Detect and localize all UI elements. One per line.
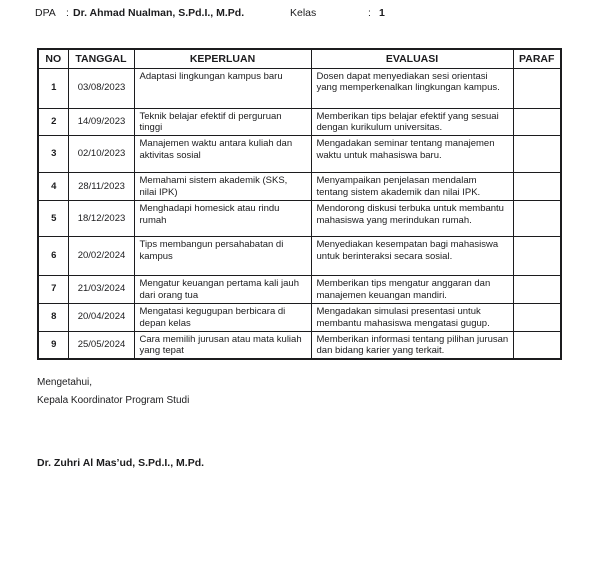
tanggal-cell: 18/12/2023 — [68, 201, 134, 237]
tanggal-cell: 20/04/2024 — [68, 303, 134, 331]
evaluasi-cell: Mengadakan simulasi presentasi untuk membantu mahasiswa mengatasi gugup. — [311, 303, 513, 331]
no-cell: 6 — [38, 237, 68, 276]
table-row — [38, 237, 561, 276]
evaluasi-cell: Mendorong diskusi terbuka untuk membantu mahasiswa yang merindukan rumah. — [311, 201, 513, 237]
table-row — [38, 331, 561, 359]
signature-block — [37, 374, 189, 409]
no-cell: 1 — [38, 68, 68, 108]
tanggal-cell: 14/09/2023 — [68, 108, 134, 136]
column-header-keperluan: KEPERLUAN — [134, 49, 311, 68]
table-header-row — [38, 49, 561, 68]
no-cell: 9 — [38, 331, 68, 359]
table-row — [38, 303, 561, 331]
no-cell: 4 — [38, 173, 68, 201]
signer-name: Dr. Zuhri Al Mas’ud, S.Pd.I., M.Pd. — [37, 457, 205, 469]
keperluan-cell: Teknik belajar efektif di perguruan tinggi — [134, 108, 311, 136]
table-row — [38, 173, 561, 201]
paraf-cell — [513, 201, 561, 237]
keperluan-cell: Mengatasi kegugupan berbicara di depan kelas — [134, 303, 311, 331]
tanggal-cell: 21/03/2024 — [68, 276, 134, 304]
table-row — [38, 68, 561, 108]
paraf-cell — [513, 173, 561, 201]
tanggal-cell: 20/02/2024 — [68, 237, 134, 276]
paraf-cell — [513, 108, 561, 136]
keperluan-cell: Tips membangun persahabatan di kampus — [134, 237, 311, 276]
tanggal-cell: 25/05/2024 — [68, 331, 134, 359]
table-row — [38, 276, 561, 304]
table-row — [38, 136, 561, 173]
keperluan-cell: Mengatur keuangan pertama kali jauh dari orang tua — [134, 276, 311, 304]
paraf-cell — [513, 303, 561, 331]
evaluasi-cell: Memberikan informasi tentang pilihan jurusan dan bidang karier yang terkait. — [311, 331, 513, 359]
paraf-cell — [513, 276, 561, 304]
header-info-line — [35, 7, 575, 23]
kelas-separator: : — [368, 7, 371, 19]
dpa-value: Dr. Ahmad Nualman, S.Pd.I., M.Pd. — [73, 7, 245, 19]
evaluasi-cell: Memberikan tips mengatur anggaran dan manajemen keuangan mandiri. — [311, 276, 513, 304]
kelas-label: Kelas — [290, 7, 317, 19]
dpa-label: DPA — [35, 7, 56, 19]
paraf-cell — [513, 331, 561, 359]
keperluan-cell: Cara memilih jurusan atau mata kuliah yang tepat — [134, 331, 311, 359]
signer-title: Kepala Koordinator Program Studi — [37, 394, 190, 406]
evaluasi-cell: Dosen dapat menyediakan sesi orientasi yang memperkenalkan lingkungan kampus. — [311, 68, 513, 108]
paraf-cell — [513, 136, 561, 173]
keperluan-cell: Manajemen waktu antara kuliah dan aktivitas sosial — [134, 136, 311, 173]
tanggal-cell: 03/08/2023 — [68, 68, 134, 108]
no-cell: 3 — [38, 136, 68, 173]
table-row — [38, 201, 561, 237]
no-cell: 8 — [38, 303, 68, 331]
column-header-no: NO — [38, 49, 68, 68]
tanggal-cell: 02/10/2023 — [68, 136, 134, 173]
table-body — [38, 68, 561, 359]
keperluan-cell: Adaptasi lingkungan kampus baru — [134, 68, 311, 108]
evaluasi-cell: Mengadakan seminar tentang manajemen waktu untuk mahasiswa baru. — [311, 136, 513, 173]
evaluasi-cell: Memberikan tips belajar efektif yang sesuai dengan kurikulum universitas. — [311, 108, 513, 136]
no-cell: 7 — [38, 276, 68, 304]
column-header-tanggal: TANGGAL — [68, 49, 134, 68]
column-header-evaluasi: EVALUASI — [311, 49, 513, 68]
paraf-cell — [513, 237, 561, 276]
dpa-separator: : — [66, 7, 69, 19]
column-header-paraf: PARAF — [513, 49, 561, 68]
acknowledgement-line: Mengetahui, — [37, 377, 93, 388]
tanggal-cell: 28/11/2023 — [68, 173, 134, 201]
no-cell: 2 — [38, 108, 68, 136]
no-cell: 5 — [38, 201, 68, 237]
kelas-value: 1 — [379, 7, 385, 19]
paraf-cell — [513, 68, 561, 108]
evaluasi-cell: Menyampaikan penjelasan mendalam tentang sistem akademik dan nilai IPK. — [311, 173, 513, 201]
keperluan-cell: Memahami sistem akademik (SKS, nilai IPK) — [134, 173, 311, 201]
keperluan-cell: Menghadapi homesick atau rindu rumah — [134, 201, 311, 237]
advisory-log-table — [37, 48, 562, 360]
table-row — [38, 108, 561, 136]
evaluasi-cell: Menyediakan kesempatan bagi mahasiswa untuk berinteraksi secara sosial. — [311, 237, 513, 276]
